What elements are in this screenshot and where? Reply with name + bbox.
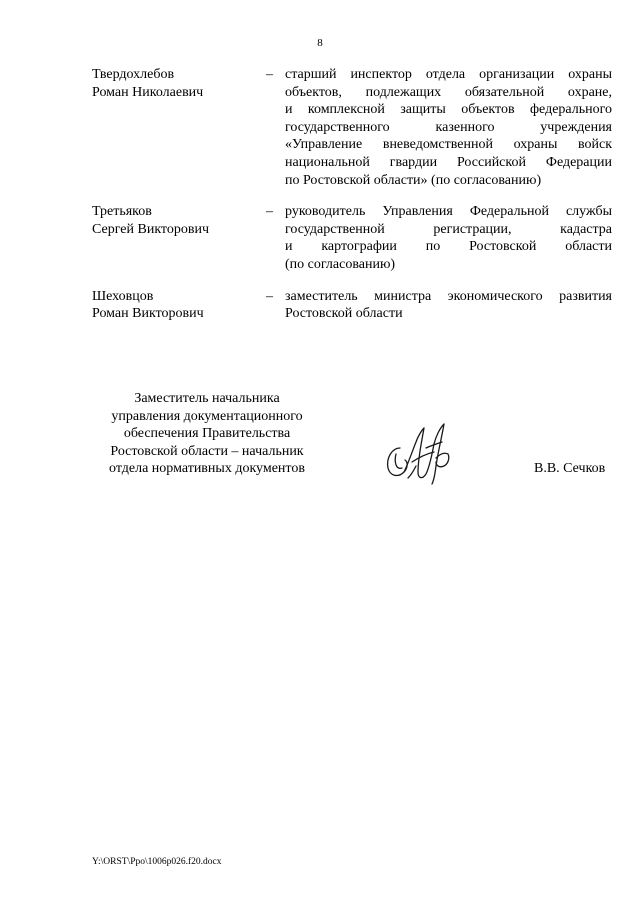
page-number: 8	[317, 37, 323, 49]
member-surname: Третьяков	[92, 204, 152, 220]
member-role-line: по Ростовской области» (по согласованию)	[285, 172, 542, 188]
member-name	[92, 66, 262, 101]
member-given-names: Роман Николаевич	[92, 84, 204, 100]
signatory-name: В.В. Сечков	[534, 461, 606, 476]
member-role-line: заместитель министра экономического развития	[285, 288, 612, 304]
spacer	[92, 189, 612, 203]
member-role-line: старший инспектор отдела организации охраны	[285, 67, 612, 82]
member-role-line: и картографии по Ростовской области	[285, 239, 612, 255]
signatory-title-line: Заместитель начальника	[134, 391, 280, 406]
signatory-title-line: Ростовской области – начальник	[110, 443, 304, 459]
member-dash: –	[266, 288, 273, 304]
member-dash: –	[266, 204, 273, 220]
member-role	[285, 288, 612, 323]
spacer	[92, 274, 612, 288]
signatory-title-line: обеспечения Правительства	[123, 426, 291, 442]
signatory-title	[96, 390, 318, 478]
member-role-line: Ростовской области	[285, 306, 403, 322]
member-role-line: национальной гвардии Российской Федерации	[285, 154, 612, 170]
handwritten-signature	[378, 418, 460, 488]
member-role-line: объектов, подлежащих обязательной охране,	[285, 84, 612, 100]
member-dash: –	[266, 67, 273, 82]
member-role-line: и комплексной защиты объектов федерального	[285, 102, 612, 118]
signatory-title-line: отдела нормативных документов	[109, 461, 305, 477]
member-name	[92, 203, 262, 238]
signatory-title-line: управления документационного	[111, 408, 303, 424]
document-file-path: Y:\ORST\Ppo\1006p026.f20.docx	[92, 857, 222, 867]
member-surname: Шеховцов	[92, 288, 154, 304]
member-surname: Твердохлебов	[92, 67, 175, 82]
member-role-line: (по согласованию)	[285, 256, 396, 272]
member-entry	[92, 66, 612, 189]
member-role-line: руководитель Управления Федеральной службы	[285, 204, 612, 220]
member-role-line: «Управление вневедомственной охраны войск	[285, 137, 612, 153]
member-entry	[92, 203, 612, 273]
member-list	[92, 66, 612, 323]
member-role-line: государственного казенного учреждения	[285, 119, 612, 135]
member-entry	[92, 288, 612, 323]
member-role-line: государственной регистрации, кадастра	[285, 221, 612, 237]
member-role	[285, 203, 612, 273]
member-given-names: Сергей Викторович	[92, 221, 210, 237]
member-given-names: Роман Викторович	[92, 306, 204, 322]
member-role	[285, 66, 612, 189]
member-name	[92, 288, 262, 323]
